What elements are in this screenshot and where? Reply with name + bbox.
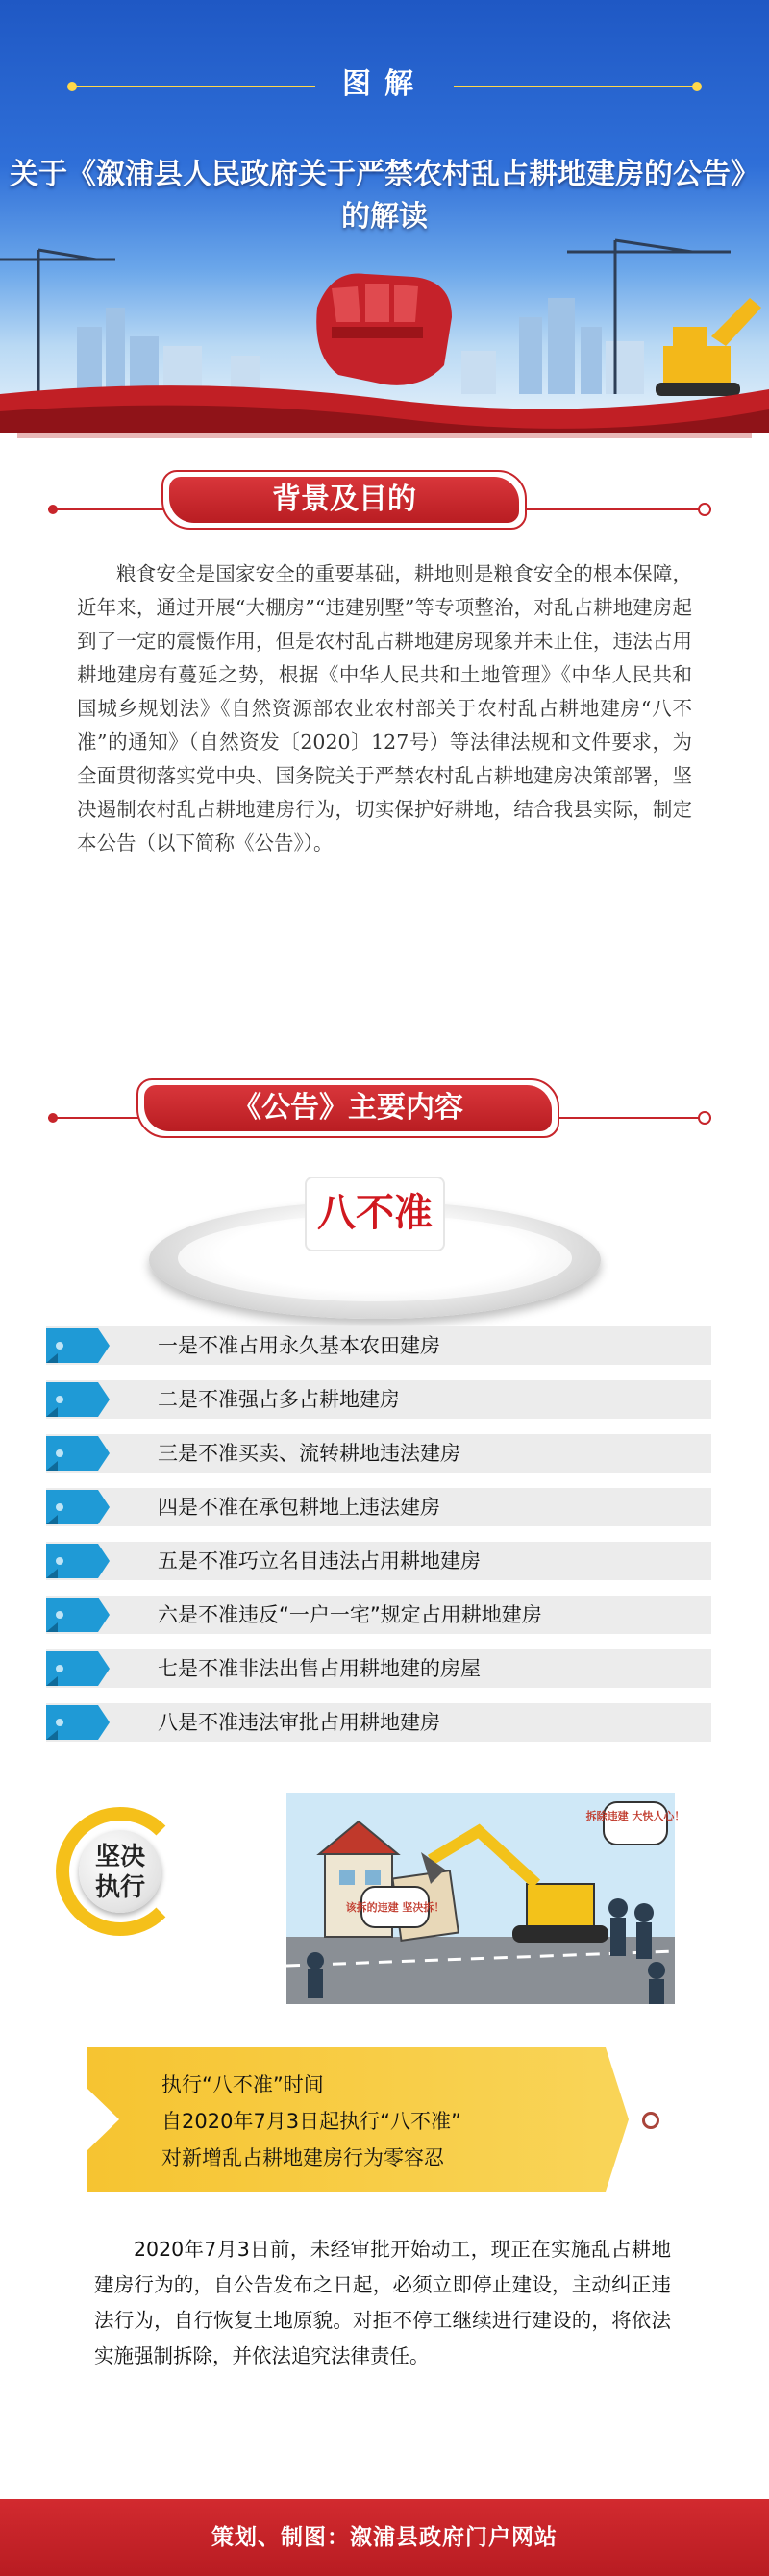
timeline-line1: 执行“八不准”时间 [161,2073,324,2096]
rule-text: 五是不准巧立名目违法占用耕地建房 [158,1549,481,1573]
badge-label: 八不准 [305,1177,445,1251]
demolition-cartoon [286,1793,685,2004]
rule-text: 二是不准强占多占耕地建房 [158,1388,400,1411]
fist-icon [316,273,452,384]
rule-item [46,1701,711,1744]
rule-item [46,1540,711,1582]
rule-text: 四是不准在承包耕地上违法建房 [158,1496,440,1519]
enforce-badge [79,1830,161,1913]
closing-paragraph: 2020年7月3日前，未经审批开始动工，现正在实施乱占耕地建房行为的，自公告发布之日起，必须立即停止建设，主动纠正违法行为，自行恢复土地原貌。对拒不停工继续进行建设的，将依法实施强制拆除，并依法追究法律责任。 [94,2238,671,2367]
section-tab [136,1078,559,1138]
excavator-icon [656,298,761,396]
rule-text: 八是不准违法审批占用耕地建房 [158,1711,440,1734]
rule-item [46,1378,711,1421]
badge-disc [149,1191,601,1319]
timeline-arrow [606,2047,629,2192]
rule-item [46,1594,711,1636]
section-tab [161,470,527,530]
section-heading-content [48,1075,711,1144]
timeline-dot [642,2112,659,2129]
section-rule-cap [698,1111,711,1125]
rule-text: 一是不准占用永久基本农田建房 [158,1334,440,1357]
background-paragraph: 粮食安全是国家安全的重要基础，耕地则是粮食安全的根本保障，近年来，通过开展“大棚房”“违建别墅”等专项整治，对乱占耕地建房起到了一定的震慑作用，但是农村乱占耕地建房现象并未止住，违法占用耕地建房有蔓延之势，根据《中华人民共和土地管理》《中华人民共和国城乡规划法》《自然资源部农业农村部关于农村乱占耕地建房“八不准”的通知》（自然资发〔2020〕127号）等法律法规和文件要求，为全面贯彻落实党中央、国务院关于严禁农村乱占耕地建房决策部署，坚决遏制农村乱占耕地建房行为，切实保护好耕地，结合我县实际，制定本公告（以下简称《公告》）。 [77,562,692,855]
rule-item [46,1486,711,1528]
rule-text: 七是不准非法出售占用耕地建的房屋 [158,1657,481,1680]
rule-item [46,1325,711,1367]
section-heading-background [48,466,711,535]
ribbon-tag-icon [40,1540,112,1582]
footer-credit: 策划、制图：溆浦县政府门户网站 [211,2525,558,2550]
section-rule-cap [48,1113,58,1123]
enforce-label-line2: 执行 [94,1873,145,1902]
ribbon-tag-icon [40,1325,112,1367]
header-banner [0,0,769,433]
rule-item [46,1432,711,1474]
bubble-right-text: 拆除违建 大快人心！ [585,1810,685,1822]
section-title: 背景及目的 [169,477,519,523]
rule-text: 六是不准违反“一户一宅”规定占用耕地建房 [158,1603,542,1626]
section-rule-cap [48,505,58,514]
ribbon-tag-icon [40,1378,112,1421]
ribbon-tag-icon [40,1486,112,1528]
timeline-notch [87,2088,119,2151]
ribbon-tag-icon [40,1647,112,1690]
ribbon-tag-icon [40,1701,112,1744]
timeline-line2: 自2020年7月3日起执行“八不准” [161,2110,461,2133]
section-rule-cap [698,503,711,516]
tag-row [0,65,769,104]
rule-item [46,1647,711,1690]
timeline-text [161,2067,584,2176]
rule-text: 三是不准买卖、流转耕地违法建房 [158,1442,460,1465]
section-title: 《公告》主要内容 [144,1085,552,1131]
ribbon-tag-icon [40,1432,112,1474]
page-title: 关于《溆浦县人民政府关于严禁农村乱占耕地建房的公告》的解读 [10,158,759,234]
enforce-label-line1: 坚决 [94,1843,145,1871]
timeline-line3: 对新增乱占耕地建房行为零容忍 [161,2146,444,2169]
skyline-illustration [0,231,769,433]
tag-label: 图解 [342,67,427,101]
ribbon-tag-icon [40,1594,112,1636]
bubble-left-text: 该拆的违建 坚决拆！ [345,1901,445,1914]
footer-bar [0,2499,769,2576]
